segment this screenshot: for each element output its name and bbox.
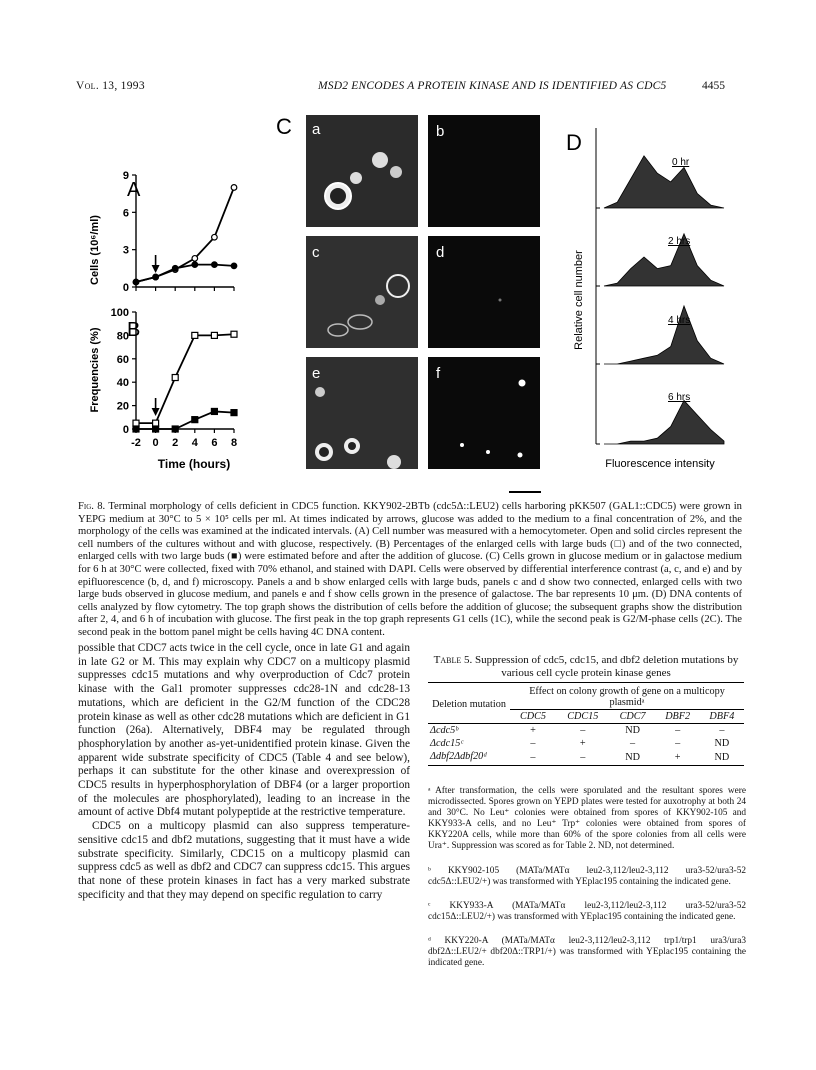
table-cell: – xyxy=(530,738,536,749)
panel-a-label: A xyxy=(127,179,141,201)
panel-b-axes xyxy=(132,312,234,433)
panel-a-ylabel: Cells (10⁶/ml) xyxy=(89,215,101,285)
data-point-open-square xyxy=(211,332,217,338)
table-cell: – xyxy=(580,752,586,763)
table-footnote-b: ᵇ KKY902-105 (MATa/MATα leu2-3,112/leu2-3,112 ura3-52/ura3-52 cdc5Δ::LEU2/+) was transformed with YEplac195 containing the indicated gene. xyxy=(428,866,746,887)
micrograph-f-label: f xyxy=(436,365,441,382)
nuclei-d xyxy=(499,299,502,302)
data-point-open-circle xyxy=(231,185,237,191)
data-point-open-square xyxy=(133,420,139,426)
panel-b-xtick: 4 xyxy=(191,437,198,449)
panel-a-ytick: 3 xyxy=(122,244,129,257)
table-row-header: Deletion mutation xyxy=(428,683,510,724)
data-point-open-square xyxy=(192,332,198,338)
timepoint-0hr: 0 hr xyxy=(672,157,690,168)
running-title: MSD2 ENCODES A PROTEIN KINASE AND IS IDENTIFIED AS CDC5 xyxy=(318,80,667,92)
micrograph-d xyxy=(428,236,540,348)
table-footnote-a: ᵃ After transformation, the cells were sporulated and the resultant spores were microdissected. Spores grown on YEPD plates were tested for auxotrophy at both 24 and 30°C. No Leu⁺ colonies were obtained from spores of KKY902-105 and KKY933-A cells, and no Leu⁺ Trp⁺ colonies were obtained from spores of KKY220A cells, while more than 60% of the spore colonies from all cells were Ura⁺. Suppression was scored as for Table 2. ND, not determined. xyxy=(428,786,746,851)
panel-b-xtick: 0 xyxy=(152,437,159,449)
series-line xyxy=(136,334,234,423)
table-row xyxy=(428,724,744,738)
figure-caption xyxy=(78,501,742,640)
table-5 xyxy=(428,682,744,766)
table-5-number: Table 5. xyxy=(433,654,473,666)
micrograph-b-label: b xyxy=(436,123,445,140)
body-column-left xyxy=(78,642,410,902)
data-point-open-circle xyxy=(212,234,218,240)
table-5-caption: Suppression of cdc5, cdc15, and dbf2 deletion mutations by various cell cycle protein kinase genes xyxy=(475,654,739,679)
table-row-label: Δdbf2Δdbf20ᵈ xyxy=(430,751,487,762)
panel-b-xtick: 6 xyxy=(211,437,218,449)
panel-b-label: B xyxy=(127,319,141,341)
table-cell: ND xyxy=(714,738,730,749)
figure-8 xyxy=(0,0,816,500)
table-cell: – xyxy=(530,752,536,763)
table-cell: + xyxy=(530,725,536,736)
panel-b-ytick: 0 xyxy=(122,424,129,436)
data-point-solid-square xyxy=(192,417,198,423)
panel-d-histograms xyxy=(566,128,724,470)
table-col-header: CDC15 xyxy=(556,710,610,724)
panel-b-xtick: -2 xyxy=(131,437,141,449)
table-cell: – xyxy=(630,738,636,749)
panel-b-xlabel: Time (hours) xyxy=(157,457,231,471)
table-5-title xyxy=(428,654,744,680)
table-row xyxy=(428,737,744,750)
panel-a-chart xyxy=(89,170,237,294)
table-cell: – xyxy=(719,725,725,736)
table-cell: ND xyxy=(714,752,730,763)
data-point-solid-square xyxy=(211,408,217,414)
table-row-label: Δcdc5ᵇ xyxy=(430,725,458,736)
panel-d-ylabel: Relative cell number xyxy=(573,250,585,350)
histogram-trace xyxy=(604,156,724,208)
timepoint-2hrs: 2 hrs xyxy=(668,236,691,247)
panel-b-ytick: 80 xyxy=(116,330,129,343)
panel-a-axes xyxy=(132,175,234,291)
panel-b-ytick: 100 xyxy=(110,307,129,319)
micrograph-e-label: e xyxy=(312,365,321,382)
data-point-solid-circle xyxy=(133,279,139,285)
table-row xyxy=(428,750,744,766)
table-cell: – xyxy=(675,725,681,736)
panel-d-traces xyxy=(596,156,724,444)
panel-b-chart xyxy=(89,307,237,471)
panel-d-xlabel: Fluorescence intensity xyxy=(605,458,715,470)
table-cell: ND xyxy=(625,752,640,763)
panel-c-micrographs xyxy=(276,114,541,492)
data-point-solid-circle xyxy=(153,274,159,280)
data-point-solid-square xyxy=(153,426,159,432)
body-paragraph: possible that CDC7 acts twice in the cell cycle, once in late G1 and again in late G2 or M. This may explain why CDC7 on a multicopy plasmid suppresses cdc15 mutations and why overproduction of Cdc7 protein kinase with the Gal1 promoter suppresses cdc28-1N and cdc28-13 mutations, which are deficient in the G2/M function of the CDC28 protein kinase as well as other cdc28 mutations which are deficient in G1 function (26a). Alternatively, DBF4 may be regulated through phosphorylation by another as-yet-unidentified protein kinase. Given the apparent wide substrate specificity of CDC5 (Table 4 and see below), perhaps it can substitute for the other kinase and overexpression of CDC5 results in hyperphosphorylation of DBF4 (or a larger proportion of the molecules are phosphorylated), leading to an increase in the amount of active Dbf4 mutant polypeptide at the restrictive temperature. xyxy=(78,642,410,819)
panel-b-ytick: 40 xyxy=(116,377,129,390)
caption-text: Terminal morphology of cells deficient in CDC5 function. KKY902-2BTb (cdc5Δ::LEU2) cells harboring pKK507 (GAL1::CDC5) were grown in YEPG medium at 30°C to 5 × 10⁵ cells per ml. At times indicated by arrows, glucose was added to the medium to a final concentration of 2%, and the morphology of the cells was examined at the indicated intervals. (A) Cell number was measured with a hemocytometer. Open and solid circles represent the cell numbers of the cultures without and with glucose, respectively. (B) Percentages of the enlarged cells with large buds (□) and of the two connected, enlarged cells with two large buds (■) were estimated before and after the addition of glucose. (C) Cells grown in glucose medium or in galactose medium for 6 h at 30°C were collected, fixed with 70% ethanol, and stained with DAPI. Cells were observed by differential interference contrast (a, c, and e) and by epifluorescence (b, d, and f) microscopy. Panels a and b show enlarged cells with large buds, panels c and d show two connected, enlarged cells with two large buds observed in glucose medium, and panels e and f show cells grown in the presence of galactose. The bar represents 10 μm. (D) DNA contents of cells analyzed by flow cytometry. The top graph shows the distribution of cells before the addition of glucose; the subsequent graphs show the distribution after 2, 4, and 6 h of incubation with glucose. The first peak in the top graph represents G1 cells (1C), while the second peak is G2/M-phase cells (2C). The second peak in the bottom panel might be cells having 4C DNA content. xyxy=(78,501,742,638)
micrograph-c-label: c xyxy=(312,244,320,261)
data-point-solid-square xyxy=(231,410,237,416)
panel-a-ytick: 6 xyxy=(122,207,129,220)
panel-b-xtick: 2 xyxy=(172,437,179,449)
series-line xyxy=(136,187,234,282)
table-group-header: Effect on colony growth of gene on a multicopy plasmidᵃ xyxy=(510,683,744,710)
panel-a-marks xyxy=(133,185,237,285)
micrograph-f xyxy=(428,357,540,469)
panel-b-ytick: 20 xyxy=(116,400,129,413)
panel-b-ylabel: Frequencies (%) xyxy=(89,327,101,413)
table-row-label: Δcdc15ᶜ xyxy=(430,738,463,749)
panel-b-xtick: 8 xyxy=(230,437,238,449)
table-col-header: DBF4 xyxy=(700,710,744,724)
data-point-open-square xyxy=(153,420,159,426)
data-point-open-square xyxy=(231,331,237,337)
panel-c-label: C xyxy=(276,114,292,139)
series-line xyxy=(136,411,234,429)
micrograph-b xyxy=(428,115,540,227)
panel-b-ytick: 60 xyxy=(116,353,129,366)
data-point-solid-circle xyxy=(192,262,198,268)
micrograph-c xyxy=(306,236,418,348)
journal-volume: Vol. 13, 1993 xyxy=(76,80,145,92)
data-point-solid-circle xyxy=(231,263,237,269)
data-point-solid-square xyxy=(133,426,139,432)
table-col-header: CDC5 xyxy=(510,710,556,724)
caption-lead: Fig. 8. xyxy=(78,501,106,512)
timepoint-4hrs: 4 hrs xyxy=(668,315,691,326)
timepoint-6hrs: 6 hrs xyxy=(668,392,691,403)
panel-a-ytick: 9 xyxy=(122,170,129,182)
panel-d-label: D xyxy=(566,130,582,155)
panel-a-ytick: 0 xyxy=(122,282,129,294)
histogram-trace xyxy=(604,234,724,286)
data-point-solid-circle xyxy=(212,262,218,268)
table-cell: + xyxy=(674,752,681,763)
histogram-trace xyxy=(604,401,724,445)
page-number: 4455 xyxy=(702,80,725,92)
micrograph-a-label: a xyxy=(312,121,321,138)
table-cell: ND xyxy=(625,725,640,736)
series-line xyxy=(136,265,234,282)
table-footnote-d: ᵈ KKY220-A (MATa/MATα leu2-3,112/leu2-3,112 trp1/trp1 ura3/ura3 dbf2Δ::LEU2/+ dbf20Δ::TRP1/+) was transformed with YEplac195 containing the indicated gene. xyxy=(428,936,746,968)
table-cell: – xyxy=(580,725,586,736)
histogram-trace xyxy=(604,306,724,364)
table-footnote-c: ᶜ KKY933-A (MATa/MATα leu2-3,112/leu2-3,112 ura3-52/ura3-52 cdc15Δ::LEU2/+) was transformed with YEplac195 containing the indicated gene. xyxy=(428,901,746,922)
data-point-solid-circle xyxy=(172,266,178,272)
table-col-header: CDC7 xyxy=(610,710,656,724)
table-cell: + xyxy=(579,738,586,749)
micrograph-d-label: d xyxy=(436,244,445,261)
table-cell: – xyxy=(675,738,681,749)
data-point-solid-square xyxy=(172,426,178,432)
data-point-open-circle xyxy=(192,256,198,262)
body-paragraph: CDC5 on a multicopy plasmid can also suppress temperature-sensitive cdc15 and dbf2 mutations, suggesting that it must have a wide substrate specificity. Similarly, CDC15 on a multicopy plasmid can suppress cdc5 as well as dbf2 and CDC7 can suppress cdc15. This argues that none of these protein kinases in fact has a very marked substrate specificity and that they may depend on specific regulation to carry xyxy=(78,820,410,901)
data-point-open-square xyxy=(172,375,178,381)
table-col-header: DBF2 xyxy=(656,710,700,724)
panel-b-marks xyxy=(133,331,237,432)
glucose-arrow-head xyxy=(152,265,160,273)
